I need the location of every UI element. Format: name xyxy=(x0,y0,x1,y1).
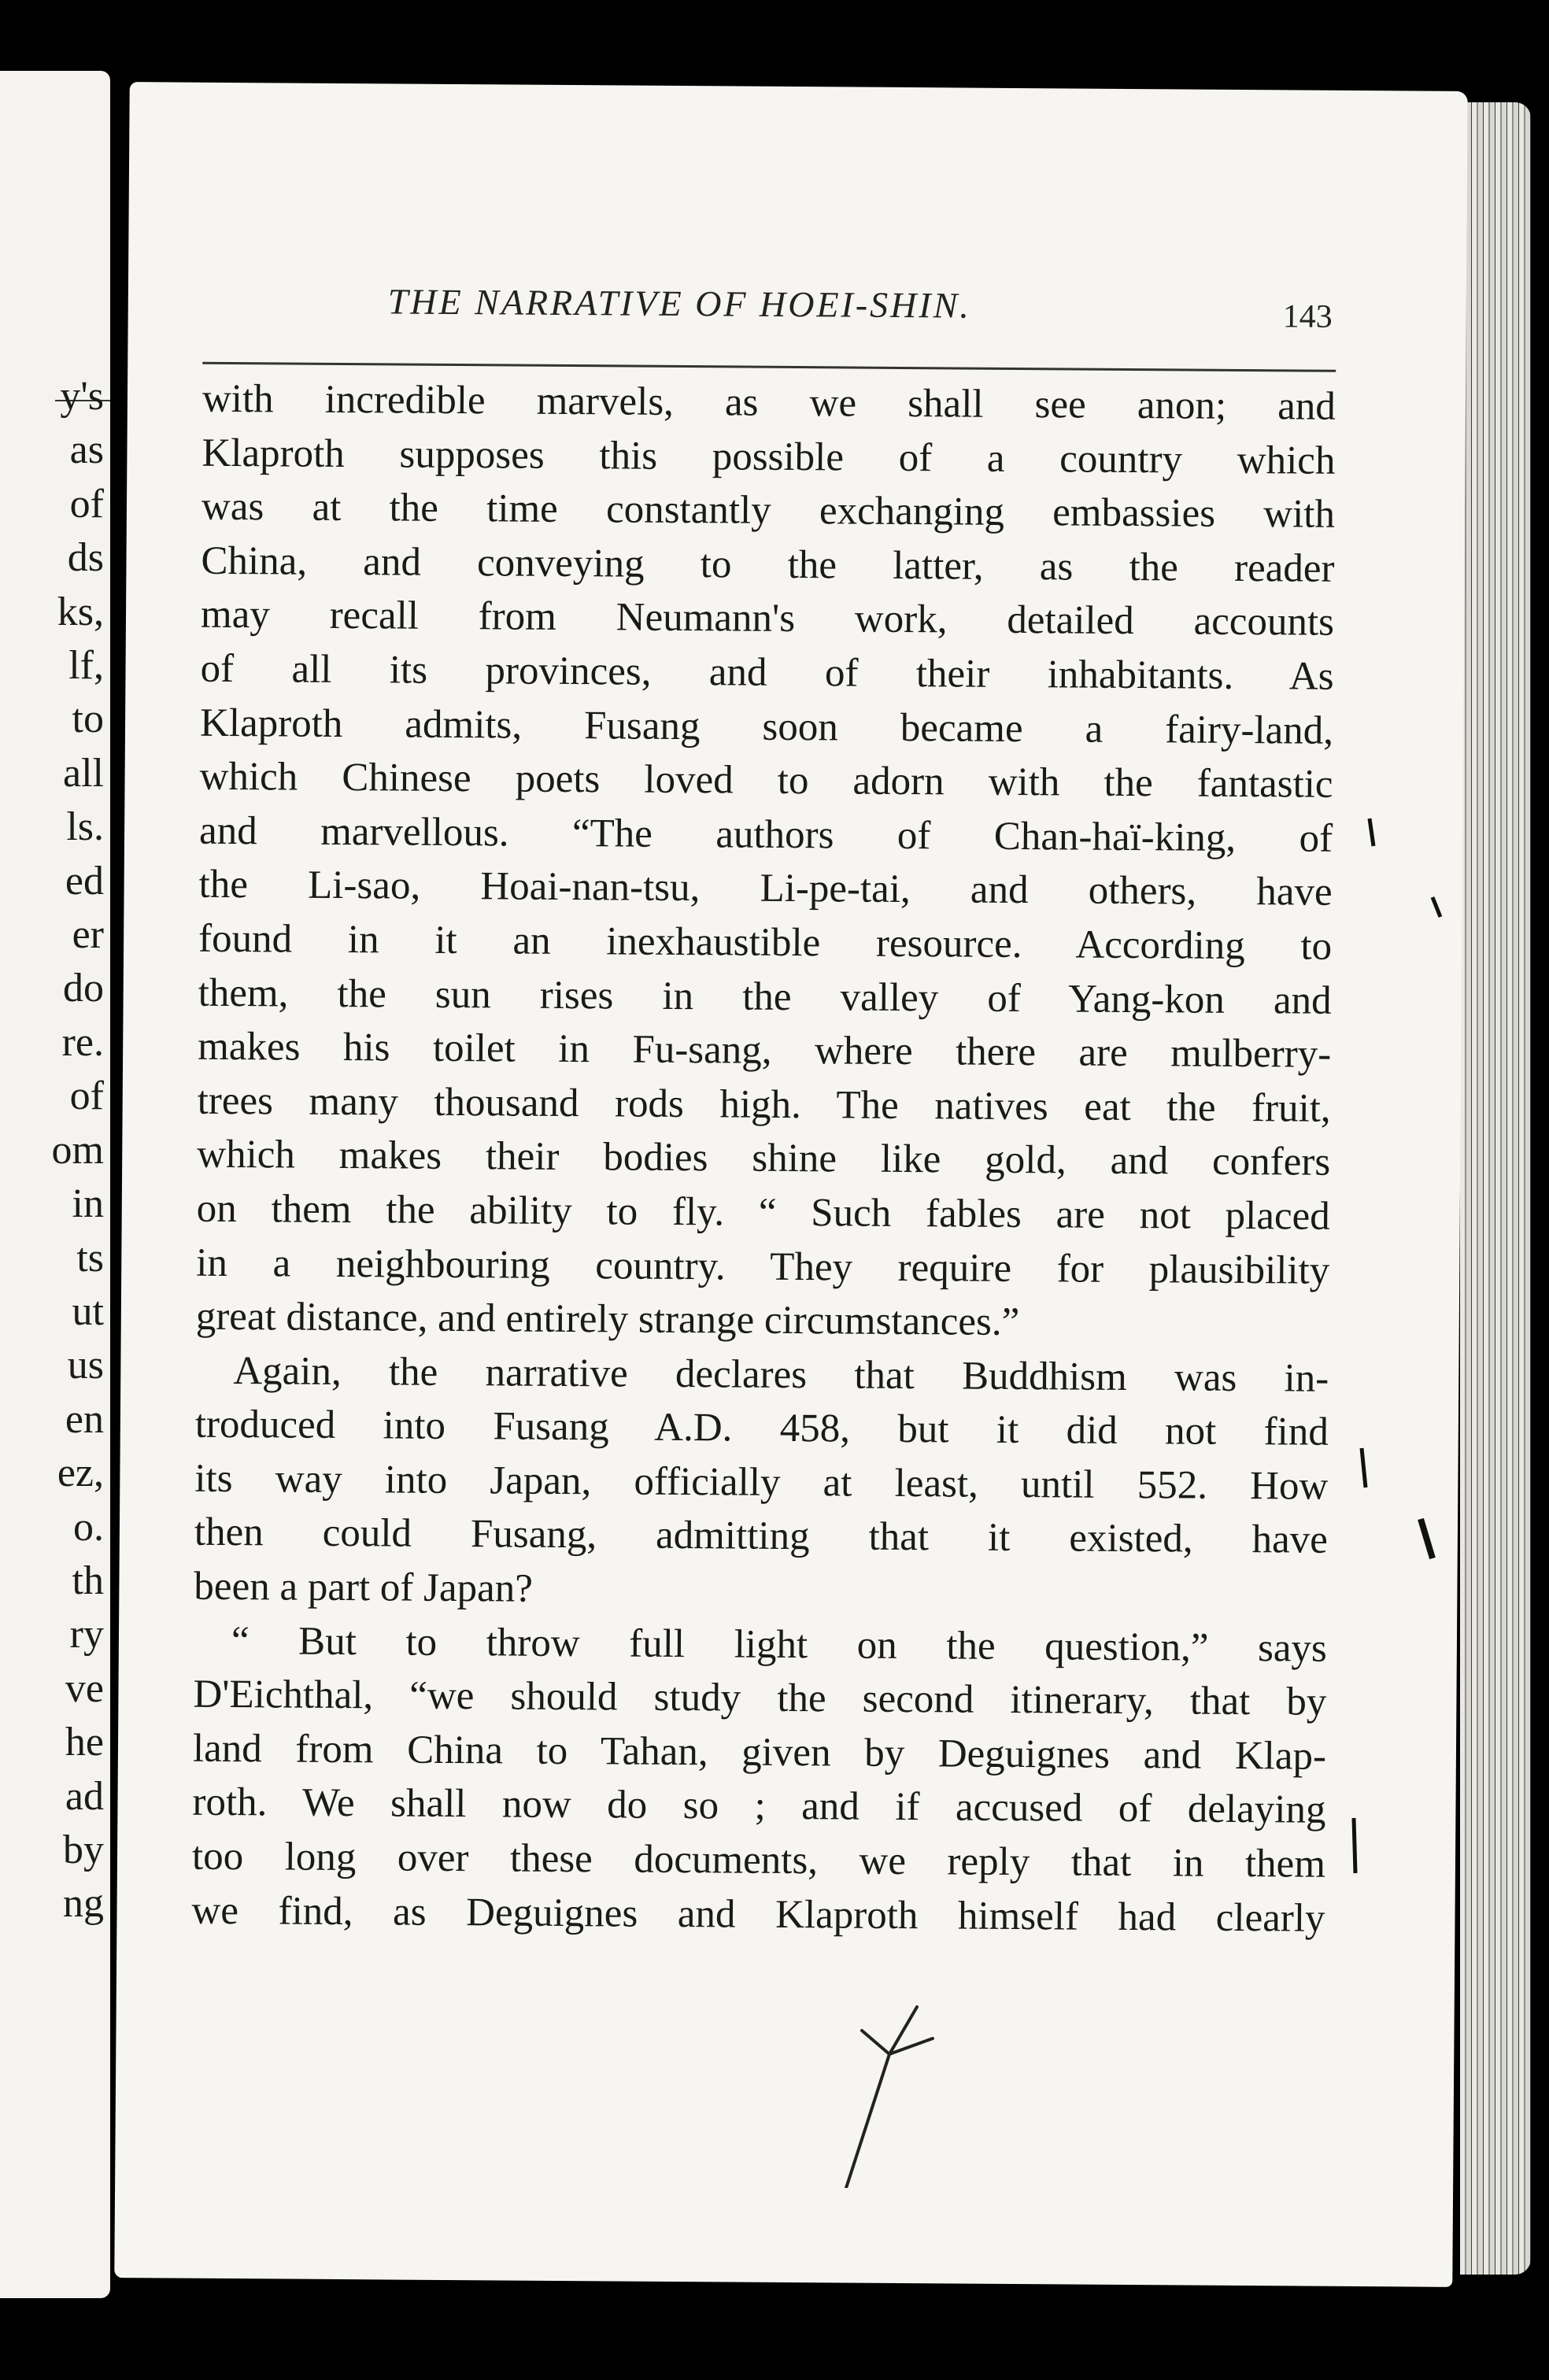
facing-page-fragment: lf, xyxy=(68,643,104,689)
facing-page-fragment: re. xyxy=(61,1019,104,1065)
facing-page-fragment: of xyxy=(69,1074,104,1119)
text-line: them, the sun rises in the valley of Yang-kon and xyxy=(198,970,1332,1023)
text-line: then could Fusang, admitting that it existed, have xyxy=(194,1510,1329,1563)
text-line: makes his toilet in Fu-sang, where there are mulberry- xyxy=(198,1024,1332,1077)
text-line: great distance, and entirely strange circumstances.” xyxy=(195,1294,1020,1345)
page-number: 143 xyxy=(1282,298,1333,335)
facing-page-fragment: ry xyxy=(69,1612,104,1658)
text-line: land from China to Tahan, given by Deguignes and Klap- xyxy=(192,1726,1327,1779)
pencil-scribble-mark xyxy=(815,1999,956,2188)
text-line: been a part of Japan? xyxy=(194,1564,534,1611)
text-line: on them the ability to fly. “ Such fables are not placed xyxy=(196,1186,1330,1239)
page-header xyxy=(387,280,1333,357)
facing-page-text-fragments xyxy=(52,370,104,1931)
facing-page-fragment: ls. xyxy=(66,804,104,850)
facing-page-fragment: er xyxy=(72,912,104,958)
text-line: and marvellous. “The authors of Chan-haï-king, of xyxy=(198,808,1333,861)
facing-page-fragment: y's xyxy=(60,374,104,419)
facing-page-fragment: do xyxy=(63,966,104,1011)
facing-page-fragment: o. xyxy=(73,1504,104,1550)
facing-page-fragment: ez, xyxy=(57,1451,104,1496)
text-line: in a neighbouring country. They require for plausibility xyxy=(196,1240,1330,1293)
facing-page-fragment: ng xyxy=(63,1881,104,1927)
facing-page-fragment: ds xyxy=(67,535,104,581)
text-line: found in it an inexhaustible resource. According to xyxy=(198,916,1333,969)
facing-page-fragment: all xyxy=(63,750,104,796)
facing-page-fragment: ut xyxy=(72,1288,104,1334)
text-line: D'Eichthal, “we should study the second itinerary, that by xyxy=(193,1672,1327,1725)
margin-pencil-marks xyxy=(1244,787,1448,1889)
text-line: its way into Japan, officially at least, until 552. How xyxy=(194,1456,1329,1509)
text-line: with incredible marvels, as we shall see anon; and xyxy=(201,376,1336,429)
facing-page-fragment: by xyxy=(63,1827,104,1872)
text-line: Again, the narrative declares that Buddhism was in- xyxy=(233,1348,1329,1401)
text-line: China, and conveying to the latter, as the reader xyxy=(201,538,1335,591)
text-line: Klaproth supposes this possible of a country which xyxy=(201,431,1336,483)
facing-page-fragment: us xyxy=(67,1343,104,1388)
header-rule xyxy=(202,362,1336,372)
text-line: which makes their bodies shine like gold, and confers xyxy=(197,1133,1331,1185)
text-line: of all its provinces, and of their inhabitants. As xyxy=(200,646,1334,699)
text-line: troduced into Fusang A.D. 458, but it did not find xyxy=(194,1402,1329,1455)
running-title: THE NARRATIVE OF HOEI-SHIN. xyxy=(387,281,972,326)
facing-page-fragment: ed xyxy=(65,858,104,904)
facing-page-fragment: ve xyxy=(65,1665,104,1711)
text-line: was at the time constantly exchanging embassies with xyxy=(201,484,1336,537)
facing-page-fragment: om xyxy=(51,1127,104,1173)
facing-page-fragment: as xyxy=(69,427,104,473)
text-line: Klaproth admits, Fusang soon became a fairy-land, xyxy=(199,700,1334,753)
facing-page-fragment: ts xyxy=(76,1235,104,1281)
body-text xyxy=(191,372,1336,1946)
text-line: “ But to throw full light on the question,” says xyxy=(231,1618,1328,1671)
facing-page-fragment: he xyxy=(65,1720,104,1765)
text-line: roth. We shall now do so ; and if accused of delaying xyxy=(192,1780,1326,1833)
text-line: we find, as Deguignes and Klaproth himself had clearly xyxy=(191,1888,1325,1941)
text-line: which Chinese poets loved to adorn with the fantastic xyxy=(199,754,1333,807)
text-line: trees many thousand rods high. The natives eat the fruit, xyxy=(197,1078,1331,1131)
facing-page-fragment: ks, xyxy=(57,589,104,634)
book-page-edges xyxy=(1460,102,1531,2275)
text-line: may recall from Neumann's work, detailed accounts xyxy=(200,593,1335,645)
facing-page-fragment: th xyxy=(72,1558,104,1603)
text-line: too long over these documents, we reply that in them xyxy=(191,1834,1326,1887)
facing-page-fragment: to xyxy=(72,697,104,742)
facing-page-fragment: ad xyxy=(65,1773,104,1819)
text-line: the Li-sao, Hoai-nan-tsu, Li-pe-tai, and others, have xyxy=(198,863,1333,915)
facing-page-fragment: en xyxy=(65,1396,104,1442)
facing-page-fragment: in xyxy=(72,1181,104,1227)
facing-page-edge xyxy=(0,71,110,2298)
facing-page-fragment: of xyxy=(69,481,104,527)
